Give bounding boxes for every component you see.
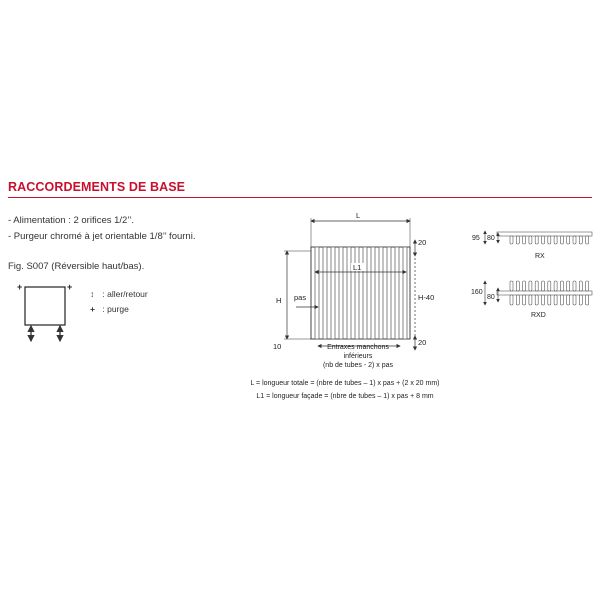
profile-fin <box>573 281 576 291</box>
formula-L: L = longueur totale = (nbre de tubes – 1) x pas + (2 x 20 mm) <box>250 380 440 387</box>
profile-rx-fins <box>510 236 589 244</box>
dim-label-L: L <box>356 211 361 220</box>
profile-fin <box>535 236 538 244</box>
plus-icon: + <box>90 304 95 314</box>
legend-text-aller-retour: : aller/retour <box>102 289 148 299</box>
rxd-label: RXD <box>531 312 546 319</box>
section-title: RACCORDEMENTS DE BASE <box>8 180 186 194</box>
figure-label: Fig. S007 (Réversible haut/bas). <box>8 261 145 272</box>
profile-fin <box>560 295 563 305</box>
profile-fin <box>516 281 519 291</box>
profile-header <box>497 291 592 295</box>
profile-fin <box>535 281 538 291</box>
radiator-tube <box>331 247 335 339</box>
profile-fin <box>560 236 563 244</box>
profile-fin <box>548 295 551 305</box>
profile-fin <box>535 295 538 305</box>
bullet-alimentation: - Alimentation : 2 orifices 1/2’’. <box>8 215 135 226</box>
radiator-front-view <box>250 211 439 400</box>
radiator-tube <box>323 247 327 339</box>
profile-fin <box>529 281 532 291</box>
rx-outer-label: 95 <box>472 235 480 242</box>
profile-fin <box>542 295 545 305</box>
profile-fin <box>523 295 526 305</box>
profile-fin <box>579 281 582 291</box>
radiator-tubes <box>315 247 407 339</box>
rx-inner-label: 80 <box>487 235 495 242</box>
profile-fin <box>554 295 557 305</box>
formula-L1: L1 = longueur façade = (nbre de tubes – 1) x pas + 8 mm <box>256 393 434 400</box>
radiator-tube <box>403 247 407 339</box>
rxd-outer-label: 160 <box>471 289 483 296</box>
profile-fin <box>516 295 519 305</box>
profile-fin <box>510 281 513 291</box>
profile-rxd <box>471 281 592 319</box>
double-arrow-icon: ↕ <box>90 289 95 299</box>
dim-label-H: H <box>276 296 282 305</box>
profile-fin <box>586 281 589 291</box>
profile-fin <box>554 236 557 244</box>
profile-fin <box>586 295 589 305</box>
profile-fin <box>523 236 526 244</box>
dim-label-bottom-right: 20 <box>418 338 427 347</box>
radiator-tube <box>379 247 383 339</box>
profile-fin <box>579 295 582 305</box>
profile-fin <box>523 281 526 291</box>
profile-fin <box>529 295 532 305</box>
plus-icon: + <box>17 282 23 292</box>
caption-line-3: (nb de tubes - 2) x pas <box>322 362 394 369</box>
dim-label-L1: L1 <box>353 263 362 272</box>
radiator-tube <box>371 247 375 339</box>
profile-fin <box>567 295 570 305</box>
profile-fin <box>529 236 532 244</box>
radiator-tube <box>315 247 319 339</box>
profile-fin <box>510 236 513 244</box>
profile-fin <box>542 236 545 244</box>
profile-fin <box>542 281 545 291</box>
dim-label-H40: H-40 <box>418 293 435 302</box>
profile-fin <box>567 281 570 291</box>
profile-fin <box>586 236 589 244</box>
dim-label-bottom-left: 10 <box>273 342 282 351</box>
radiator-tube <box>387 247 391 339</box>
profile-fin <box>567 236 570 244</box>
profile-fin <box>516 236 519 244</box>
profile-fin <box>573 295 576 305</box>
profile-fin <box>560 281 563 291</box>
bullet-purgeur: - Purgeur chromé à jet orientable 1/8’’ fourni. <box>8 231 196 242</box>
caption-line-1: Entraxes manchons <box>327 344 389 351</box>
radiator-tube <box>395 247 399 339</box>
profile-fin <box>579 236 582 244</box>
dim-label-pas: pas <box>294 293 307 302</box>
connection-schematic <box>17 282 72 341</box>
profile-fin <box>548 281 551 291</box>
radiator-tube <box>363 247 367 339</box>
profile-fin <box>554 281 557 291</box>
profile-rx <box>472 231 592 260</box>
radiator-outline <box>25 287 65 325</box>
radiator-tube <box>339 247 343 339</box>
profile-header <box>497 232 592 236</box>
plus-icon: + <box>67 282 73 292</box>
dim-label-top: 20 <box>418 238 427 247</box>
profile-fin <box>548 236 551 244</box>
caption-line-2: inférieurs <box>343 353 373 360</box>
legend-text-purge: : purge <box>102 304 129 314</box>
radiator-tube <box>347 247 351 339</box>
rxd-inner-label: 80 <box>487 294 495 301</box>
profile-fin <box>510 295 513 305</box>
rx-label: RX <box>535 253 545 260</box>
profile-fin <box>573 236 576 244</box>
